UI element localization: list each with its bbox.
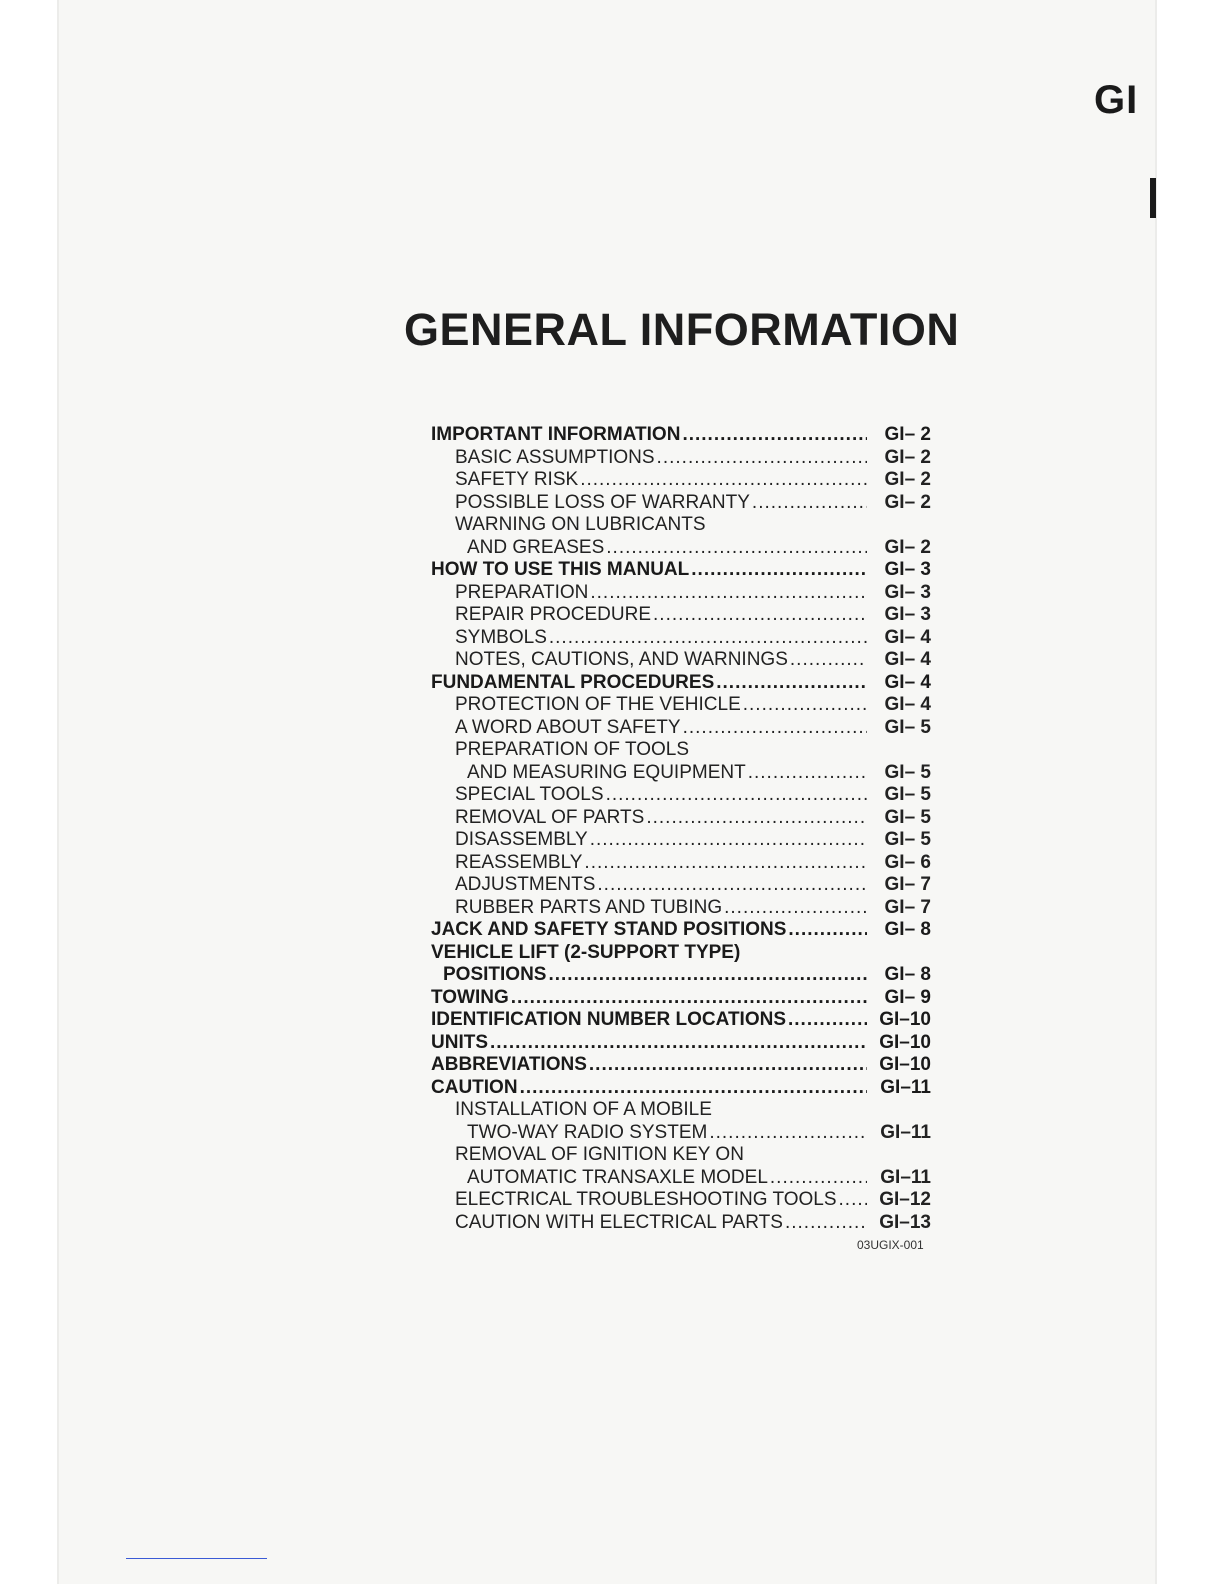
toc-entry-label: REMOVAL OF PARTS <box>455 806 645 828</box>
toc-entry-label: AND GREASES <box>467 536 605 558</box>
toc-entry-leader-dots <box>743 694 867 716</box>
toc-entry-label: WARNING ON LUBRICANTS <box>455 514 706 535</box>
toc-entry-page-ref: GI– 3 <box>884 604 931 625</box>
toc-entry-label: BASIC ASSUMPTIONS <box>455 446 655 468</box>
toc-entry[interactable] <box>431 469 931 492</box>
toc-entry-leader-dots <box>511 987 867 1009</box>
toc-entry-page-ref: GI– 2 <box>884 536 931 558</box>
toc-entry-leader-dots <box>839 1189 867 1211</box>
toc-entry-page-ref: GI– 3 <box>884 559 931 580</box>
toc-entry-page-ref: GI– 4 <box>884 694 931 715</box>
toc-entry[interactable] <box>431 874 931 897</box>
toc-entry-label: ADJUSTMENTS <box>455 874 596 895</box>
toc-entry-leader-dots <box>589 1054 867 1076</box>
toc-entry-label: VEHICLE LIFT (2-SUPPORT TYPE) <box>431 941 741 963</box>
footer-rule <box>126 1558 267 1559</box>
toc-entry[interactable] <box>431 1144 931 1167</box>
toc-entry-leader-dots <box>549 627 867 649</box>
toc-entry-leader-dots <box>646 807 867 829</box>
toc-entry[interactable] <box>431 784 931 807</box>
toc-entry-leader-dots <box>590 829 867 851</box>
toc-entry-page-ref: GI–11 <box>880 1166 931 1188</box>
toc-entry-page-ref: GI– 2 <box>884 446 931 468</box>
toc-entry-label: TOWING <box>431 986 509 1008</box>
toc-entry-leader-dots <box>584 852 867 874</box>
toc-entry-page-ref: GI–11 <box>880 1076 931 1098</box>
toc-entry-leader-dots <box>597 874 867 896</box>
document-code: 03UGIX-001 <box>857 1238 924 1252</box>
toc-entry-page-ref: GI– 5 <box>884 761 931 783</box>
toc-entry-leader-dots <box>691 559 867 581</box>
toc-entry-leader-dots <box>606 784 867 806</box>
toc-entry-page-ref: GI–10 <box>879 1009 931 1030</box>
toc-entry-label: INSTALLATION OF A MOBILE <box>455 1099 712 1120</box>
toc-entry[interactable] <box>431 447 931 470</box>
toc-entry-page-ref: GI– 5 <box>884 806 931 828</box>
toc-entry-leader-dots <box>653 604 867 626</box>
toc-entry-label: ABBREVIATIONS <box>431 1054 587 1075</box>
toc-entry-label: IDENTIFICATION NUMBER LOCATIONS <box>431 1009 786 1030</box>
toc-entry-leader-dots <box>709 1122 867 1144</box>
toc-entry-page-ref: GI–13 <box>879 1211 931 1233</box>
toc-entry-leader-dots <box>788 919 867 941</box>
toc-entry-label: SYMBOLS <box>455 626 547 648</box>
toc-entry-page-ref: GI– 5 <box>884 716 931 738</box>
toc-entry-label: RUBBER PARTS AND TUBING <box>455 896 723 918</box>
toc-entry-page-ref: GI– 2 <box>884 469 931 490</box>
toc-entry[interactable] <box>431 942 931 965</box>
toc-entry-page-ref: GI–10 <box>879 1054 931 1075</box>
toc-entry-page-ref: GI–10 <box>879 1031 931 1053</box>
toc-entry-page-ref: GI– 5 <box>884 829 931 850</box>
toc-entry-page-ref: GI– 6 <box>884 851 931 873</box>
toc-entry-leader-dots <box>785 1212 867 1234</box>
toc-entry[interactable] <box>431 582 931 605</box>
toc-entry-label: TWO-WAY RADIO SYSTEM <box>467 1121 708 1143</box>
toc-entry[interactable] <box>431 987 931 1010</box>
section-tab-label: GI <box>1094 78 1139 122</box>
toc-entry-label: UNITS <box>431 1031 488 1053</box>
toc-entry[interactable] <box>431 1167 931 1190</box>
toc-entry-page-ref: GI– 4 <box>884 671 931 693</box>
toc-entry[interactable] <box>431 964 931 987</box>
toc-entry-leader-dots <box>790 649 867 671</box>
toc-entry-page-ref: GI– 9 <box>884 986 931 1008</box>
toc-entry-page-ref: GI– 7 <box>884 874 931 895</box>
toc-entry[interactable] <box>431 1009 931 1032</box>
toc-entry[interactable] <box>431 1032 931 1055</box>
toc-entry-leader-dots <box>520 1077 867 1099</box>
toc-entry-label: ELECTRICAL TROUBLESHOOTING TOOLS <box>455 1189 837 1210</box>
toc-entry-label: REPAIR PROCEDURE <box>455 604 652 625</box>
toc-entry-leader-dots <box>580 469 867 491</box>
toc-entry-leader-dots <box>682 424 867 446</box>
toc-entry[interactable] <box>431 717 931 740</box>
toc-entry-label: CAUTION WITH ELECTRICAL PARTS <box>455 1211 783 1233</box>
toc-entry-leader-dots <box>788 1009 867 1031</box>
toc-entry-label: POSSIBLE LOSS OF WARRANTY <box>455 491 750 513</box>
toc-entry-leader-dots <box>606 537 867 559</box>
toc-entry-leader-dots <box>748 762 867 784</box>
section-tab-marker <box>1150 178 1156 218</box>
toc-entry[interactable] <box>431 492 931 515</box>
toc-entry-label: NOTES, CAUTIONS, AND WARNINGS <box>455 649 788 670</box>
toc-entry-label: DISASSEMBLY <box>455 829 588 850</box>
toc-entry-label: PREPARATION <box>455 581 589 603</box>
toc-entry-page-ref: GI– 7 <box>884 896 931 918</box>
toc-entry-label: POSITIONS <box>443 964 547 985</box>
toc-entry-page-ref: GI– 2 <box>884 491 931 513</box>
toc-entry-label: CAUTION <box>431 1076 518 1098</box>
toc-entry[interactable] <box>431 897 931 920</box>
toc-entry[interactable] <box>431 919 931 942</box>
toc-entry-label: IMPORTANT INFORMATION <box>431 424 681 445</box>
toc-entry[interactable] <box>431 762 931 785</box>
toc-entry[interactable] <box>431 739 931 762</box>
toc-entry-label: REMOVAL OF IGNITION KEY ON <box>455 1144 744 1165</box>
toc-entry-page-ref: GI–11 <box>880 1121 931 1143</box>
toc-entry-leader-dots <box>548 964 867 986</box>
toc-entry-page-ref: GI– 3 <box>884 581 931 603</box>
toc-entry-page-ref: GI– 4 <box>884 626 931 648</box>
toc-entry[interactable] <box>431 829 931 852</box>
toc-entry-label: AND MEASURING EQUIPMENT <box>467 761 746 783</box>
toc-entry[interactable] <box>431 1054 931 1077</box>
toc-entry-label: A WORD ABOUT SAFETY <box>455 716 681 738</box>
toc-entry[interactable] <box>431 604 931 627</box>
toc-entry[interactable] <box>431 514 931 537</box>
toc-entry-leader-dots <box>770 1167 867 1189</box>
toc-entry-leader-dots <box>724 897 867 919</box>
toc-entry-leader-dots <box>716 672 867 694</box>
toc-entry[interactable] <box>431 1099 931 1122</box>
toc-entry-label: REASSEMBLY <box>455 851 583 873</box>
toc-entry[interactable] <box>431 672 931 695</box>
toc-entry-label: PREPARATION OF TOOLS <box>455 739 690 760</box>
toc-entry[interactable] <box>431 807 931 830</box>
toc-entry-page-ref: GI– 8 <box>884 919 931 940</box>
table-of-contents <box>431 424 931 1234</box>
toc-entry[interactable] <box>431 1077 931 1100</box>
toc-entry-page-ref: GI– 4 <box>884 649 931 670</box>
toc-entry[interactable] <box>431 1122 931 1145</box>
toc-entry[interactable] <box>431 649 931 672</box>
toc-entry[interactable] <box>431 1189 931 1212</box>
toc-entry[interactable] <box>431 694 931 717</box>
toc-entry[interactable] <box>431 852 931 875</box>
toc-entry-page-ref: GI–12 <box>879 1189 931 1210</box>
toc-entry-leader-dots <box>752 492 867 514</box>
toc-entry-page-ref: GI– 2 <box>884 424 931 445</box>
toc-entry-label: SPECIAL TOOLS <box>455 784 604 805</box>
toc-entry-leader-dots <box>490 1032 867 1054</box>
toc-entry-label: HOW TO USE THIS MANUAL <box>431 559 690 580</box>
toc-entry-leader-dots <box>590 582 867 604</box>
toc-entry[interactable] <box>431 1212 931 1235</box>
toc-entry-page-ref: GI– 5 <box>884 784 931 805</box>
toc-entry[interactable] <box>431 627 931 650</box>
toc-entry-page-ref: GI– 8 <box>884 964 931 985</box>
toc-entry-label: JACK AND SAFETY STAND POSITIONS <box>431 919 787 940</box>
toc-entry-label: PROTECTION OF THE VEHICLE <box>455 694 741 715</box>
toc-entry-leader-dots <box>657 447 867 469</box>
toc-entry-label: AUTOMATIC TRANSAXLE MODEL <box>467 1166 768 1188</box>
toc-entry[interactable] <box>431 424 931 447</box>
toc-entry-label: FUNDAMENTAL PROCEDURES <box>431 671 715 693</box>
toc-entry-leader-dots <box>683 717 867 739</box>
toc-entry-label: SAFETY RISK <box>455 469 579 490</box>
page-title: GENERAL INFORMATION <box>404 304 960 355</box>
toc-entry[interactable] <box>431 559 931 582</box>
toc-entry[interactable] <box>431 537 931 560</box>
